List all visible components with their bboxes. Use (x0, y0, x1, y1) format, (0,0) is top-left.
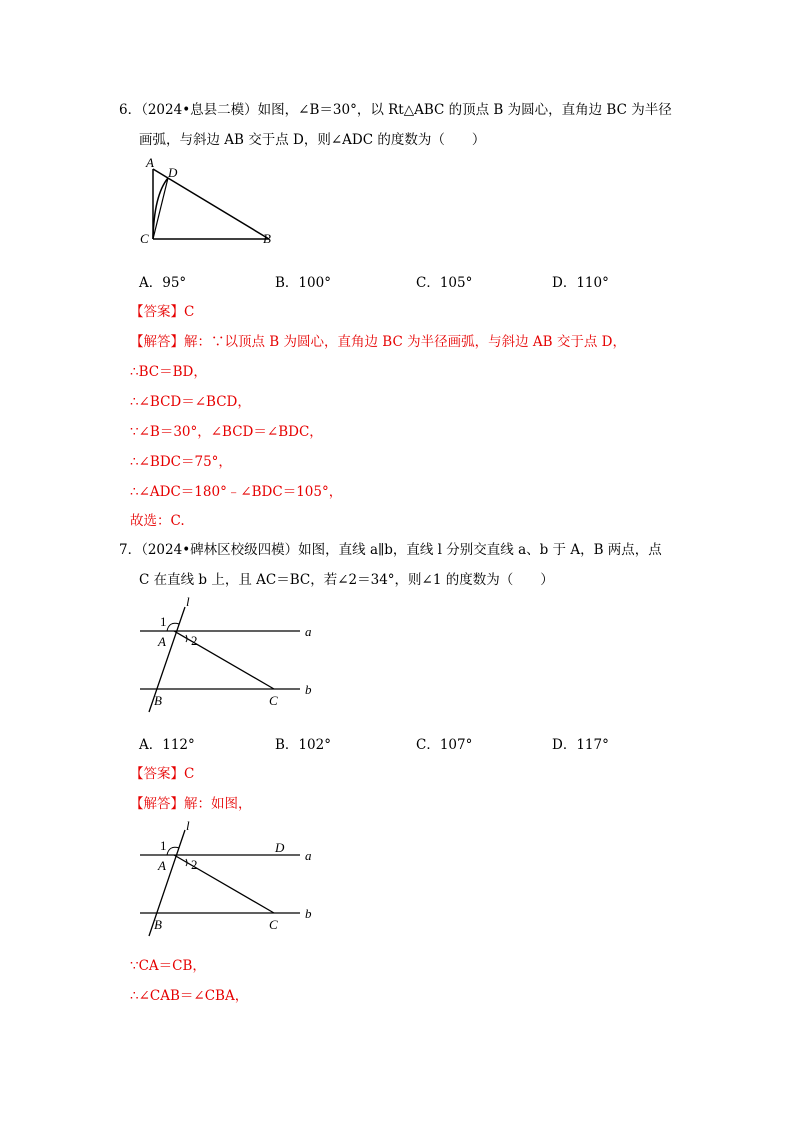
q7-parallel-lines-figure (130, 595, 330, 720)
q6-solution-line1: 【解答】解：∵以顶点 B 为圆心，直角边 BC 为半径画弧，与斜边 AB 交于点 D， (130, 334, 626, 350)
q7-solution-line2: ∴∠CAB＝∠CBA， (130, 988, 249, 1004)
q7-option-a: A．112° (139, 737, 195, 753)
q6-label-C: C (140, 231, 149, 246)
q6-solution-line3: ∴∠BCD＝∠BCD， (130, 394, 251, 410)
q6-answer: 【答案】C (130, 304, 195, 320)
q7-sol-label-b: b (305, 906, 312, 921)
q7-label-C: C (269, 693, 278, 708)
q6-solution-line6: ∴∠ADC＝180°﹣∠BDC＝105°， (130, 484, 343, 500)
q6-solution-line5: ∴∠BDC＝75°， (130, 454, 232, 470)
q7-label-2: 2 (191, 633, 198, 648)
q7-label-A: A (158, 634, 166, 649)
q6-option-a: A．95° (139, 275, 187, 291)
q7-solution-head: 【解答】解：如图， (130, 796, 252, 812)
q7-solution-figure (130, 818, 330, 943)
q6-triangle-figure (130, 155, 290, 255)
q7-sol-label-l: l (186, 818, 190, 833)
q7-option-d: D．117° (552, 737, 609, 753)
q6-option-b: B．100° (275, 275, 331, 291)
q7-label-b: b (305, 682, 312, 697)
q6-stem-line2: 画弧，与斜边 AB 交于点 D，则∠ADC 的度数为（ ） (139, 132, 486, 148)
q6-solution-line2: ∴BC＝BD， (130, 364, 207, 380)
q6-solution-line4: ∵∠B＝30°，∠BCD＝∠BDC， (130, 424, 323, 440)
q7-stem-line2: C 在直线 b 上，且 AC＝BC，若∠2＝34°，则∠1 的度数为（ ） (139, 572, 554, 588)
q7-label-B: B (154, 693, 162, 708)
q7-sol-label-B: B (154, 917, 162, 932)
q7-answer: 【答案】C (130, 766, 195, 782)
q6-option-c: C．105° (416, 275, 473, 291)
q6-stem-line1: 6．（2024•息县二模）如图，∠B＝30°，以 Rt△ABC 的顶点 B 为圆心，直角边 BC 为半径 (119, 102, 672, 118)
q7-label-a: a (305, 624, 312, 639)
q7-sol-label-A: A (158, 858, 166, 873)
q7-sol-label-C: C (269, 917, 278, 932)
q6-label-A: A (146, 155, 154, 170)
q7-sol-label-a: a (305, 848, 312, 863)
q7-option-b: B．102° (275, 737, 331, 753)
q7-label-l: l (186, 594, 190, 609)
q6-label-B: B (263, 231, 271, 246)
q6-solution-line7: 故选：C. (130, 513, 185, 529)
q7-option-c: C．107° (416, 737, 473, 753)
q7-solution-line1: ∵CA＝CB， (130, 958, 206, 974)
q7-sol-label-2: 2 (191, 857, 198, 872)
q7-label-1: 1 (160, 614, 167, 629)
q7-stem-line1: 7．（2024•碑林区校级四模）如图，直线 a∥b，直线 l 分别交直线 a、b 于 A，B 两点，点 (119, 542, 662, 558)
q7-sol-label-1: 1 (160, 838, 167, 853)
q6-option-d: D．110° (552, 275, 609, 291)
q7-sol-label-D: D (275, 840, 285, 855)
q6-label-D: D (168, 165, 178, 180)
